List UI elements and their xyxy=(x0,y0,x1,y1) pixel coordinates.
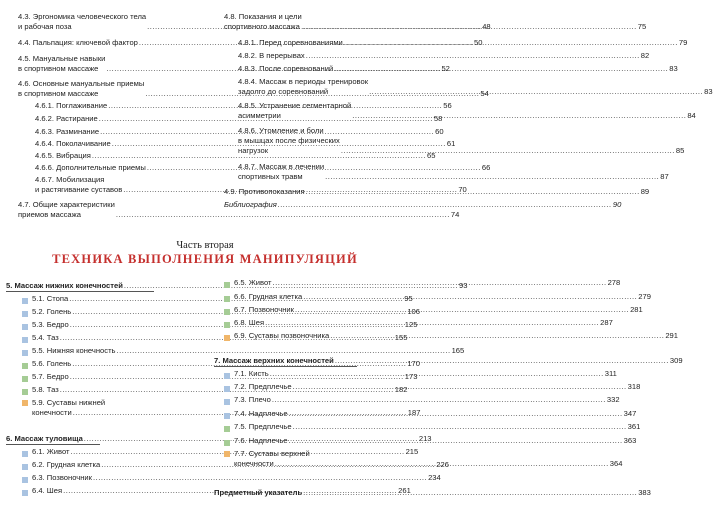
page-number: 58 xyxy=(433,114,443,123)
toc-entry-bibliography[interactable] xyxy=(224,200,622,210)
entry-line: 7.3. Плечо xyxy=(234,395,271,404)
category-square xyxy=(224,309,230,315)
page-number: 287 xyxy=(600,318,613,327)
page-number: 234 xyxy=(428,473,441,482)
entry-line: 4.8.3. После соревнований xyxy=(238,64,334,73)
page-number: 75 xyxy=(637,22,647,31)
entry-line: 5.9. Суставы нижней xyxy=(32,398,106,407)
entry-line: 4.8.5. Устранение сегментарной xyxy=(238,101,352,110)
page-number: 213 xyxy=(418,434,432,443)
category-square xyxy=(224,440,230,446)
toc-entry[interactable] xyxy=(238,51,650,61)
page-number: 125 xyxy=(404,320,418,329)
entry-line: 4.6.5. Вибрация xyxy=(35,151,91,160)
entry-line: конечности xyxy=(32,408,72,417)
page-number: 82 xyxy=(640,51,650,60)
page-number: 74 xyxy=(450,210,460,219)
page-number: 170 xyxy=(407,359,420,368)
category-square xyxy=(22,400,28,406)
page-number: 347 xyxy=(623,409,637,418)
entry-line: 7.1. Кисть xyxy=(234,369,269,378)
entry-line: задолго до соревнований xyxy=(238,87,329,96)
page-number: 52 xyxy=(441,64,450,73)
page-number: 278 xyxy=(607,278,621,287)
category-square xyxy=(224,373,230,379)
entry-line: в мышцах после физических xyxy=(238,136,340,145)
entry-line: 6.5. Живот xyxy=(234,278,272,287)
entry-line: 6.7. Позвоночник xyxy=(234,305,294,314)
entry-line: 4.4. Пальпация: ключевой фактор xyxy=(18,38,138,47)
page-number: 281 xyxy=(630,305,643,314)
entry-line: 5.8. Таз xyxy=(32,385,59,394)
section-underline xyxy=(6,291,154,292)
entry-line: Предметный указатель xyxy=(214,488,303,497)
page-number: 187 xyxy=(407,408,421,417)
category-square xyxy=(22,350,28,356)
entry-line: 4.7. Общие характеристики xyxy=(18,200,115,209)
category-square xyxy=(224,335,230,341)
page-number: 318 xyxy=(627,382,641,391)
entry-line: 6. Массаж туловища xyxy=(6,434,83,443)
page-number: 60 xyxy=(435,127,444,136)
page-number: 56 xyxy=(443,101,452,110)
category-square xyxy=(224,399,230,405)
entry-line: 4.8.6. Утомление и боли xyxy=(238,126,324,135)
page-number: 363 xyxy=(623,436,637,445)
page-number: 84 xyxy=(687,111,696,120)
entry-line: 4.8.2. В перерывах xyxy=(238,51,305,60)
entry-line: 7. Массаж верхних конечностей xyxy=(214,356,334,365)
entry-line: Библиография xyxy=(224,200,277,209)
page-number: 261 xyxy=(398,486,411,495)
part-label: Часть вторая xyxy=(176,240,234,251)
page-number: 279 xyxy=(638,292,651,301)
page-number: 182 xyxy=(394,385,408,394)
page-number: 61 xyxy=(446,139,456,148)
entry-line: 4.6.6. Дополнительные приемы xyxy=(35,163,146,172)
category-square xyxy=(224,451,230,457)
page-number: 79 xyxy=(678,38,688,47)
entry-line: 4.8. Показания и цели xyxy=(224,12,302,21)
page-number: 90 xyxy=(612,200,622,209)
entry-line: 4.8.1. Перед соревнованиями xyxy=(238,38,343,47)
entry-line: в спортивном массаже xyxy=(18,89,99,98)
entry-line: 4.3. Эргономика человеческого тела xyxy=(18,12,147,21)
page-number: 106 xyxy=(407,307,420,316)
entry-line: 6.6. Грудная клетка xyxy=(234,292,303,301)
entry-line: 5. Массаж нижних конечностей xyxy=(6,281,123,290)
entry-line: 4.8.4. Массаж в периоды тренировок xyxy=(238,77,369,86)
entry-line: 7.7. Суставы верхней xyxy=(234,449,310,458)
page-number: 309 xyxy=(669,356,683,365)
page-number: 173 xyxy=(404,372,418,381)
page-number: 83 xyxy=(704,87,713,96)
entry-line: 4.6. Основные мануальные приемы xyxy=(18,79,145,88)
entry-line: 5.6. Голень xyxy=(32,359,72,368)
entry-line: 4.9. Противопоказания xyxy=(224,187,305,196)
entry-line: в спортивном массаже xyxy=(18,64,99,73)
toc-entry[interactable] xyxy=(224,422,641,432)
category-square xyxy=(22,477,28,483)
entry-line: 5.3. Бедро xyxy=(32,320,69,329)
part-title: ТЕХНИКА ВЫПОЛНЕНИЯ МАНИПУЛЯЦИЙ xyxy=(52,252,358,266)
entry-line: приемов массажа xyxy=(18,210,81,219)
entry-line: спортивного массажа xyxy=(224,22,300,31)
category-square xyxy=(224,413,230,419)
category-square xyxy=(224,386,230,392)
category-square xyxy=(22,311,28,317)
category-square xyxy=(22,298,28,304)
category-square xyxy=(224,426,230,432)
entry-line: 5.7. Бедро xyxy=(32,372,69,381)
entry-line: 6.8. Шея xyxy=(234,318,265,327)
entry-line: асимметрии xyxy=(238,111,281,120)
category-square xyxy=(224,282,230,288)
page-number: 291 xyxy=(665,331,678,340)
entry-line: 6.9. Суставы позвоночника xyxy=(234,331,330,340)
page-number: 50 xyxy=(473,38,483,47)
section-underline xyxy=(6,444,100,445)
entry-line: 4.6.1. Поглаживание xyxy=(35,101,108,110)
entry-line: спортивных травм xyxy=(238,172,303,181)
page-number: 85 xyxy=(675,146,685,155)
category-square xyxy=(22,363,28,369)
category-square xyxy=(22,490,28,496)
page-number: 165 xyxy=(451,346,465,355)
page-number: 87 xyxy=(660,172,669,181)
page-number: 65 xyxy=(426,151,436,160)
entry-line: 4.6.4. Поколачивание xyxy=(35,139,111,148)
page-number: 383 xyxy=(638,488,651,497)
page-number: 361 xyxy=(627,422,641,431)
toc-entry[interactable] xyxy=(224,395,620,405)
page-number: 54 xyxy=(480,89,489,98)
entry-line: 4.5. Мануальные навыки xyxy=(18,54,106,63)
category-square xyxy=(22,451,28,457)
page-number: 332 xyxy=(606,395,620,404)
entry-line: нагрузок xyxy=(238,146,269,155)
entry-line: 7.6. Надплечье xyxy=(234,436,288,445)
page-number: 66 xyxy=(481,163,491,172)
page-number: 89 xyxy=(640,187,650,196)
toc-entry[interactable] xyxy=(35,151,436,161)
entry-line: 7.2. Предплечье xyxy=(234,382,292,391)
category-square xyxy=(22,337,28,343)
toc-entry[interactable] xyxy=(224,12,647,32)
toc-entry[interactable] xyxy=(22,473,441,483)
page-number: 364 xyxy=(609,459,623,468)
entry-line: и растягивание суставов xyxy=(35,185,123,194)
category-square xyxy=(22,464,28,470)
page-number: 93 xyxy=(458,281,468,290)
page-number: 48 xyxy=(482,22,491,31)
entry-line: 4.8.7. Массаж в лечении xyxy=(238,162,325,171)
entry-line: 4.6.2. Растирание xyxy=(35,114,98,123)
category-square xyxy=(22,389,28,395)
category-square xyxy=(22,324,28,330)
entry-line: конечности xyxy=(234,459,274,468)
page-number: 311 xyxy=(604,369,617,378)
category-square xyxy=(22,376,28,382)
entry-line: 5.1. Стопа xyxy=(32,294,69,303)
entry-line: 7.4. Надплечье xyxy=(234,409,288,418)
page-number: 215 xyxy=(405,447,419,456)
entry-line: 4.6.7. Мобилизация xyxy=(35,175,105,184)
entry-line: 6.2. Грудная клетка xyxy=(32,460,101,469)
page-number: 155 xyxy=(394,333,408,342)
entry-line: и рабочая поза xyxy=(18,22,72,31)
entry-line: 6.4. Шея xyxy=(32,486,63,495)
entry-line: 4.6.3. Разминание xyxy=(35,127,100,136)
section-underline xyxy=(214,366,357,367)
entry-line: 6.1. Живот xyxy=(32,447,70,456)
page-number: 70 xyxy=(458,185,467,194)
entry-line: 6.3. Позвоночник xyxy=(32,473,92,482)
page-number: 95 xyxy=(404,294,413,303)
category-square xyxy=(224,296,230,302)
entry-line: 5.4. Таз xyxy=(32,333,59,342)
entry-line: 5.5. Нижняя конечность xyxy=(32,346,116,355)
page-number: 83 xyxy=(669,64,678,73)
category-square xyxy=(224,322,230,328)
toc-entry[interactable] xyxy=(22,346,465,356)
entry-line: 7.5. Предплечье xyxy=(234,422,292,431)
page-number: 226 xyxy=(436,460,449,469)
entry-line: 5.2. Голень xyxy=(32,307,72,316)
